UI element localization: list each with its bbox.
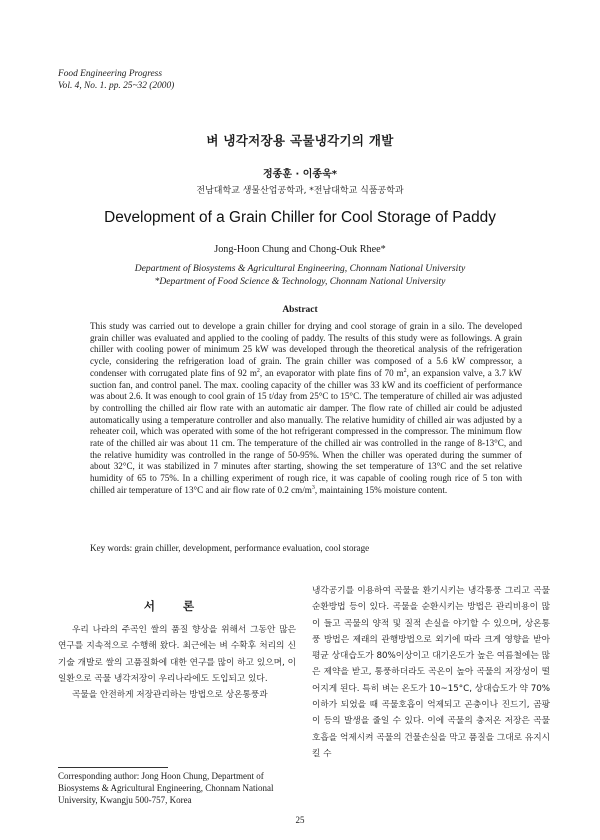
page-number: 25	[295, 815, 305, 825]
abstract-part-1: This study was carried out to develope a grain chiller for drying and cool storage of grain in a silo. The developed grain chiller was evaluated and applied to the cooling of paddy. The results of this study were as followings. A grain chiller with cooling power of minimum 25 kW was developed through the theoretical analysis of the refrigeration cycle, considering the refrigeration load of grain. The grain chiller was composed of a 5.6 kW compressor, a condenser with corrugated plate fins of 92 m	[90, 321, 522, 378]
correspondence-footnote: Corresponding author: Jong Hoon Chung, Department of Biosystems & Agricultural Engineering, Chonnam National University, Kwangju 500-757, Korea	[58, 771, 274, 805]
footnote-divider	[58, 767, 168, 768]
korean-authors: 정종훈 · 이종욱*	[263, 169, 337, 180]
superscript-2a: 2	[256, 367, 260, 374]
right-column	[312, 583, 550, 762]
english-title: Development of a Grain Chiller for Cool Storage of Paddy	[104, 209, 496, 226]
abstract-heading: Abstract	[282, 305, 318, 315]
left-column	[58, 622, 296, 703]
left-paragraph-1: 우리 나라의 주곡인 쌀의 품질 향상을 위해서 그동안 많은 연구를 지속적으로 수행해 왔다. 최근에는 벼 수확후 처리의 신기술 개발로 쌀의 고품질화에 대한 연구를 많이 하고 있으며, 이 일환으로 곡물 냉각저장이 우리나라에도 도입되고 있다.	[58, 625, 296, 684]
korean-title: 벼 냉각저장용 곡물냉각기의 개발	[206, 133, 394, 148]
affiliation-1: Department of Biosystems & Agricultural Engineering, Chonnam National University	[134, 263, 466, 274]
superscript-2b: 2	[403, 367, 407, 374]
abstract-part-4: , maintaining 15% moisture content.	[314, 484, 448, 495]
journal-name: Food Engineering Progress	[58, 69, 162, 79]
affiliation-2: *Department of Food Science & Technology, Chonnam National University	[154, 276, 446, 287]
superscript-3: 3	[311, 484, 315, 491]
english-authors: Jong-Hoon Chung and Chong-Ouk Rhee*	[214, 244, 386, 255]
journal-volume: Vol. 4, No. 1. pp. 25~32 (2000)	[58, 81, 175, 91]
abstract-part-2: , an evaporator with plate fins of 70 m	[259, 367, 404, 378]
abstract-part-3: , an expansion valve, a 3.7 kW suction fan, and control panel. The max. cooling capacity of the chiller was 33 kW and its coefficient of performance was about 2.6. It was enough to cool grain of 15 t/day from 25°C to 15°C. The temperature of chilled air was adjusted by controlling the chilled air flow rate with an automatic air damper. The flow rate of chilled air could be adjusted automatically using a temperature controller and also manually. The relative humidity of chilled air was adjusted by a reheater coil, which was operated with some of the hot refrigerant compressed in the compressor. The minimum flow rate of the chilled air was about 11 cm. The temperature of the chilled air was controlled in the range of 8-13°C, and the relative humidity was controlled in the range of 50-95%. When the chiller was operated during the summer of about 32°C, it was stabilized in 7 minutes after starting, showing the set temperature of 13°C and the set relative humidity of 65 to 75%. In a chilling experiment of rough rice, it was capable of cooling rough rice of 5 ton with chilled air temperature of 13°C and air flow rate of 0.2 cm/m	[90, 367, 522, 495]
keywords: Key words: grain chiller, development, performance evaluation, cool storage	[90, 543, 370, 553]
journal-header	[58, 68, 174, 92]
abstract-body	[90, 321, 522, 497]
left-paragraph-2: 곡물을 안전하게 저장관리하는 방법으로 상온통풍과	[72, 690, 268, 701]
section-heading-introduction: 서 론	[143, 599, 207, 613]
right-paragraph-1: 냉각공기를 이용하여 곡물을 환기시키는 냉각통풍 그리고 곡물 순환방법 등이 있다. 곡물을 순환시키는 방법은 관리비용이 많이 들고 곡물의 양적 및 질적 손실을 야기할 수 있으며, 상온통풍 방법은 제래의 관행방법으로 외기에 따라 크게 영향을 받아 평균 상대습도가 80%이상이고 대기온도가 높은 여름철에는 많은 제약을 받고, 통풍하더라도 곡온이 높아 곡물의 저장성이 떨어지게 된다. 특히 벼는 온도가 10~15°C, 상대습도가 약 70% 이하가 되었을 때 곡물호흡이 억제되고 곤충이나 진드기, 곰팡이 등의 발생을 줄일 수 있다. 이에 곡물의 충저온 저장은 곡물호흡을 억제시켜 곡물의 건물손실을 막고 품질을 그대로 유지시킬 수	[312, 586, 550, 759]
english-affiliations	[0, 262, 600, 288]
korean-affiliation: 전남대학교 생물산업공학과, *전남대학교 식품공학과	[196, 186, 404, 196]
